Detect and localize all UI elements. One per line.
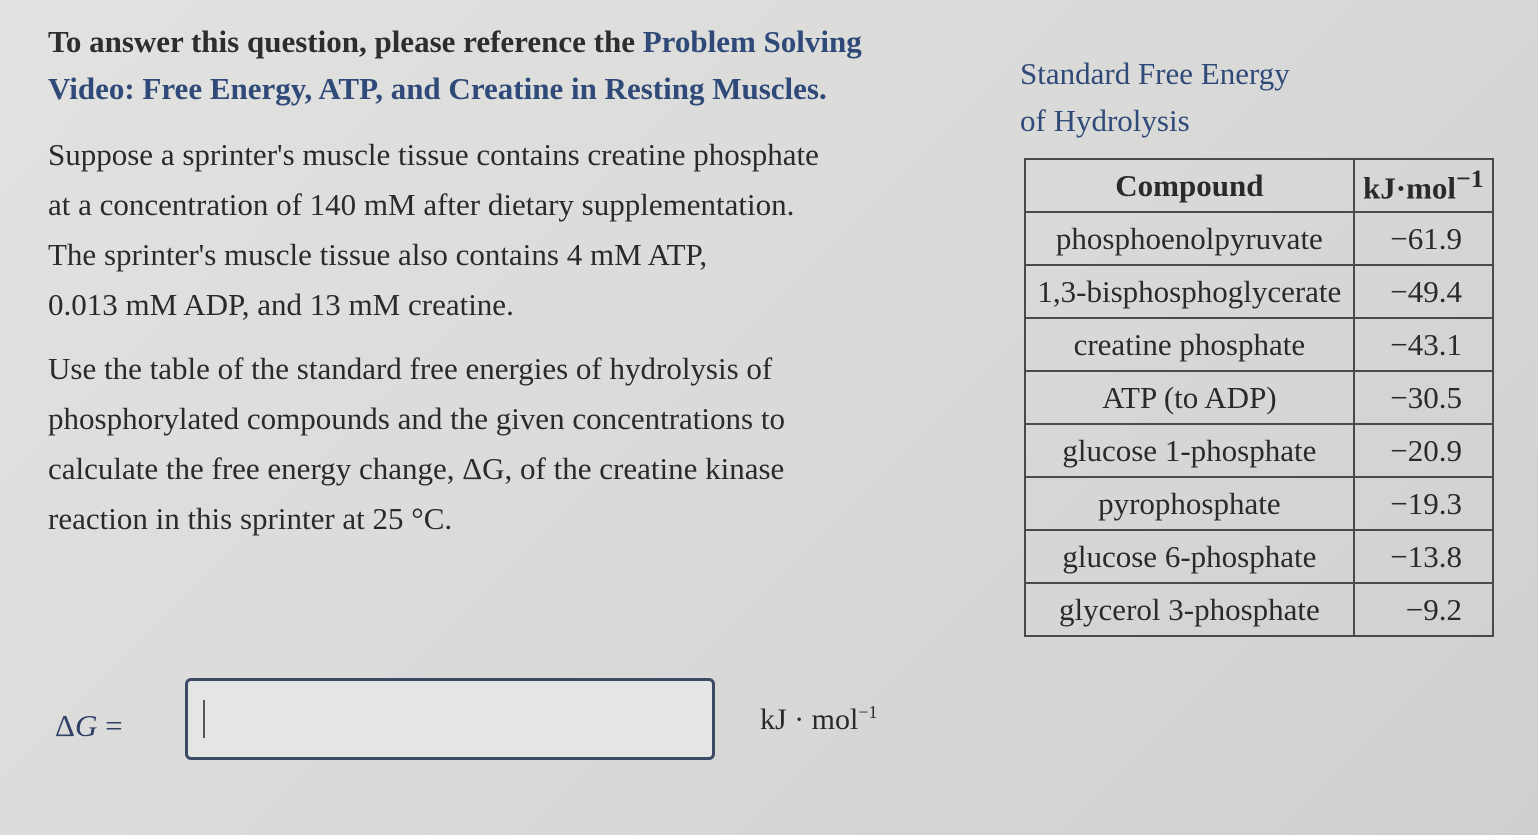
value-cell: −61.9 (1354, 212, 1493, 265)
answer-unit (760, 702, 878, 737)
g-symbol: G (74, 708, 98, 743)
compound-cell: glycerol 3-phosphate (1025, 583, 1354, 636)
question-line: at a concentration of 140 mM after dietary supplementation. (48, 187, 795, 222)
instruction-line: calculate the free energy change, ΔG, of the creatine kinase (48, 451, 785, 486)
table-row (1025, 530, 1493, 583)
delta-g-label (55, 708, 123, 744)
question-line: Suppose a sprinter's muscle tissue contains creatine phosphate (48, 137, 819, 172)
text-cursor (203, 700, 205, 738)
table-row (1025, 424, 1493, 477)
header-unit-exponent: −1 (1456, 164, 1484, 194)
value-cell: −20.9 (1354, 424, 1493, 477)
delta-g-answer-input[interactable] (185, 678, 715, 760)
equals-sign: = (97, 708, 123, 743)
value-cell: −9.2 (1354, 583, 1493, 636)
table-row (1025, 318, 1493, 371)
compound-cell: creatine phosphate (1025, 318, 1354, 371)
instruction-line: reaction in this sprinter at 25 °C. (48, 501, 453, 536)
value-cell: −43.1 (1354, 318, 1493, 371)
table-row (1025, 265, 1493, 318)
header-unit (1354, 159, 1493, 212)
compound-cell: phosphoenolpyruvate (1025, 212, 1354, 265)
table-row (1025, 371, 1493, 424)
instruction-text (48, 344, 908, 544)
table-caption (1020, 50, 1420, 144)
question-text (48, 130, 908, 330)
table-header-row (1025, 159, 1493, 212)
compound-cell: 1,3-bisphosphoglycerate (1025, 265, 1354, 318)
answer-unit-exponent: −1 (858, 702, 878, 722)
problem-solving-video-link-1[interactable]: Problem Solving (642, 24, 862, 59)
intro-text (48, 18, 908, 112)
answer-unit-text: kJ · mol (760, 703, 859, 736)
intro-prefix: To answer this question, please reference the (48, 24, 643, 59)
value-cell: −49.4 (1354, 265, 1493, 318)
table-caption-line: of Hydrolysis (1020, 103, 1190, 138)
instruction-line: Use the table of the standard free energies of hydrolysis of (48, 351, 773, 386)
answer-row (55, 678, 955, 764)
value-cell: −19.3 (1354, 477, 1493, 530)
compound-cell: glucose 1-phosphate (1025, 424, 1354, 477)
value-cell: −13.8 (1354, 530, 1493, 583)
free-energy-table (1024, 158, 1494, 637)
table-row (1025, 477, 1493, 530)
delta-symbol: Δ (55, 708, 75, 743)
header-unit-text: kJ·mol (1363, 170, 1457, 206)
value-cell: −30.5 (1354, 371, 1493, 424)
problem-solving-video-link-2[interactable]: Video: Free Energy, ATP, and Creatine in Resting Muscles. (48, 71, 827, 106)
table-caption-line: Standard Free Energy (1020, 56, 1290, 91)
instruction-line: phosphorylated compounds and the given concentrations to (48, 401, 785, 436)
question-line: The sprinter's muscle tissue also contains 4 mM ATP, (48, 237, 708, 272)
table-row (1025, 583, 1493, 636)
compound-cell: glucose 6-phosphate (1025, 530, 1354, 583)
table-row (1025, 212, 1493, 265)
question-line: 0.013 mM ADP, and 13 mM creatine. (48, 287, 514, 322)
compound-cell: ATP (to ADP) (1025, 371, 1354, 424)
compound-cell: pyrophosphate (1025, 477, 1354, 530)
header-compound: Compound (1025, 159, 1354, 212)
